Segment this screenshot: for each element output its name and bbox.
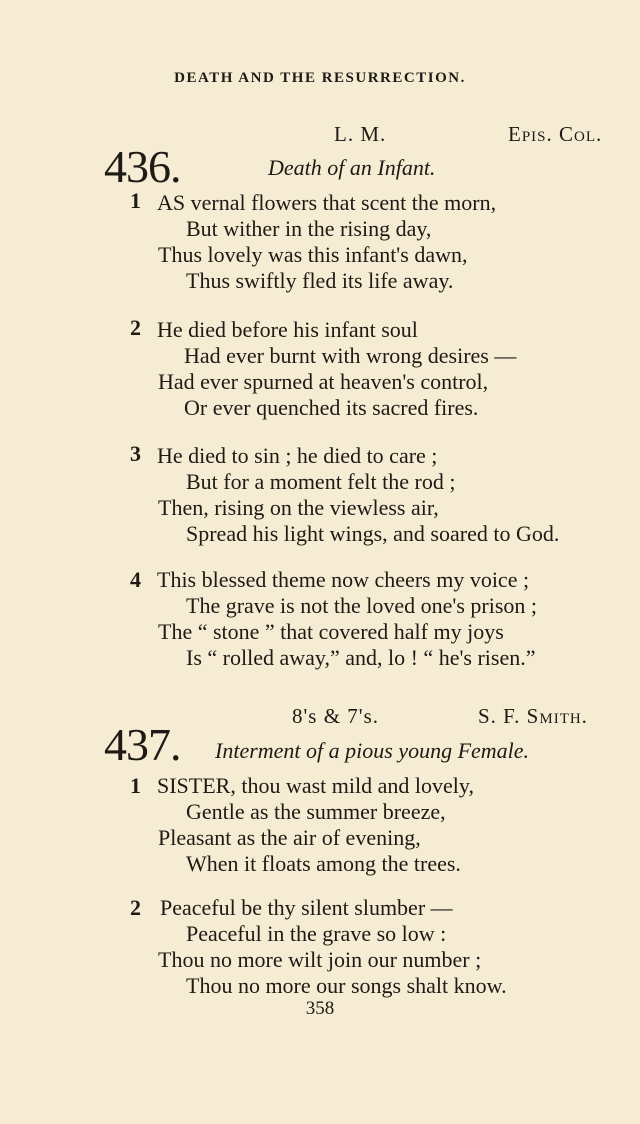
stanza-number: 1 xyxy=(130,773,141,798)
hymn-437-title: Interment of a pious young Female. xyxy=(215,738,530,763)
verse-line: Had ever spurned at heaven's control, xyxy=(158,369,489,394)
verse-line: Is “ rolled away,” and, lo ! “ he's risen.” xyxy=(186,645,536,670)
verse-line: Thou no more wilt join our number ; xyxy=(158,947,482,972)
stanza-number: 4 xyxy=(130,567,141,592)
hymn-436-author: Epis. Col. xyxy=(508,122,603,146)
stanza-number: 3 xyxy=(130,441,141,466)
hymn-436-meter: L. M. xyxy=(334,122,387,146)
verse-line: Had ever burnt with wrong desires — xyxy=(184,343,517,368)
verse-line: Thou no more our songs shalt know. xyxy=(186,973,507,998)
verse-line: The grave is not the loved one's prison ; xyxy=(186,593,538,618)
hymn-437-number: 437. xyxy=(104,719,181,770)
verse-line: The “ stone ” that covered half my joys xyxy=(158,619,504,644)
stanza-number: 2 xyxy=(130,315,141,340)
hymn-436-title: Death of an Infant. xyxy=(268,155,436,180)
verse-line: AS vernal flowers that scent the morn, xyxy=(157,190,497,215)
verse-line: Gentle as the summer breeze, xyxy=(186,799,446,824)
verse-line: This blessed theme now cheers my voice ; xyxy=(157,567,530,592)
verse-line: Peaceful be thy silent slumber — xyxy=(160,895,453,920)
verse-line: Thus lovely was this infant's dawn, xyxy=(158,242,468,267)
verse-line: Thus swiftly fled its life away. xyxy=(186,268,454,293)
hymn-437-author: S. F. Smith. xyxy=(478,704,588,728)
verse-line: When it floats among the trees. xyxy=(186,851,461,876)
verse-line: Then, rising on the viewless air, xyxy=(158,495,439,520)
hymn-436-number: 436. xyxy=(104,141,181,192)
verse-line: Spread his light wings, and soared to God. xyxy=(186,521,560,546)
page-number: 358 xyxy=(305,998,335,1019)
verse-line: SISTER, thou wast mild and lovely, xyxy=(157,773,474,798)
running-header: DEATH AND THE RESURRECTION. xyxy=(174,70,466,86)
verse-line: But wither in the rising day, xyxy=(186,216,432,241)
verse-line: He died before his infant soul xyxy=(157,317,418,342)
verse-line: But for a moment felt the rod ; xyxy=(186,469,456,494)
verse-line: He died to sin ; he died to care ; xyxy=(157,443,438,468)
hymn-437-meter: 8's & 7's. xyxy=(292,704,379,728)
verse-line: Pleasant as the air of evening, xyxy=(158,825,421,850)
stanza-number: 2 xyxy=(130,895,141,920)
stanza-number: 1 xyxy=(130,188,141,213)
verse-line: Or ever quenched its sacred fires. xyxy=(184,395,479,420)
verse-line: Peaceful in the grave so low : xyxy=(186,921,447,946)
